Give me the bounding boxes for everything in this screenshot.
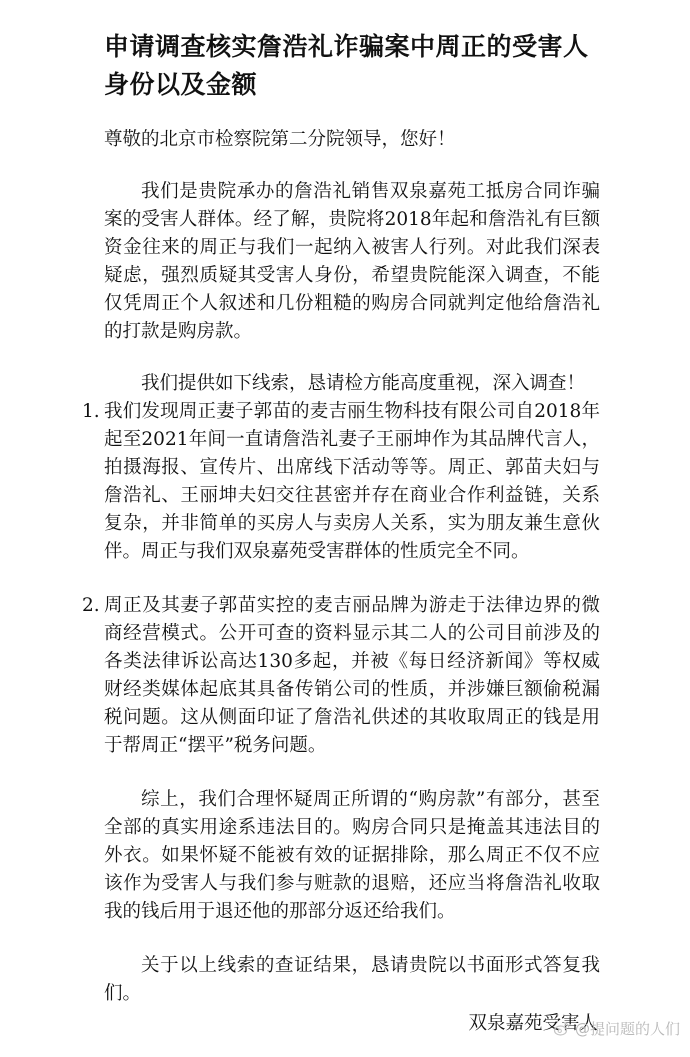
- clue-item: [82, 592, 600, 760]
- clue-number: 1.: [82, 401, 100, 422]
- clue-list: [82, 398, 600, 760]
- watermark: [553, 1018, 680, 1039]
- clue-number: 2.: [82, 595, 100, 616]
- request-paragraph: 关于以上线索的查证结果，恳请贵院以书面形式答复我们。: [104, 955, 600, 1004]
- signature: 双泉嘉苑受害人: [468, 1013, 598, 1034]
- clue-text: 我们发现周正妻子郭苗的麦吉丽生物科技有限公司自2018年起至2021年间一直请詹浩礼妻子王丽坤作为其品牌代言人，拍摄海报、宣传片、出席线下活动等等。周正、郭苗夫妇与詹浩礼、王丽坤夫妇交往甚密并存在商业合作利益链，关系复杂，并非简单的买房人与卖房人关系，实为朋友兼生意伙伴。周正与我们双泉嘉苑受害群体的性质完全不同。: [104, 401, 600, 562]
- watermark-text: @提问题的人们: [574, 1020, 680, 1038]
- weibo-logo-icon: [553, 1020, 571, 1038]
- clue-item: [82, 398, 600, 566]
- clue-text: 周正及其妻子郭苗实控的麦吉丽品牌为游走于法律边界的微商经营模式。公开可查的资料显示其二人的公司目前涉及的各类法律诉讼高达130多起，并被《每日经济新闻》等权威财经类媒体起底其具备传销公司的性质，并涉嫌巨额偷税漏税问题。这从侧面印证了詹浩礼供述的其收取周正的钱是用于帮周正“摆平”税务问题。: [104, 595, 600, 756]
- intro-paragraph: 我们是贵院承办的詹浩礼销售双泉嘉苑工抵房合同诈骗案的受害人群体。经了解，贵院将2018年起和詹浩礼有巨额资金往来的周正与我们一起纳入被害人行列。对此我们深表疑虑，强烈质疑其受害人身份，希望贵院能深入调查，不能仅凭周正个人叙述和几份粗糙的购房合同就判定他给詹浩礼的打款是购房款。: [104, 181, 600, 342]
- greeting: 尊敬的北京市检察院第二分院领导，您好！: [104, 129, 456, 150]
- clues-intro: 我们提供如下线索，恳请检方能高度重视，深入调查！: [141, 373, 586, 394]
- conclusion-paragraph: 综上，我们合理怀疑周正所谓的“购房款”有部分，甚至全部的真实用途系违法目的。购房合同只是掩盖其违法目的外衣。如果怀疑不能被有效的证据排除，那么周正不仅不应该作为受害人与我们参与赃款的退赔，还应当将詹浩礼收取我的钱后用于退还他的那部分返还给我们。: [104, 789, 600, 922]
- document-title: 申请调查核实詹浩礼诈骗案中周正的受害人身份以及金额: [104, 32, 589, 99]
